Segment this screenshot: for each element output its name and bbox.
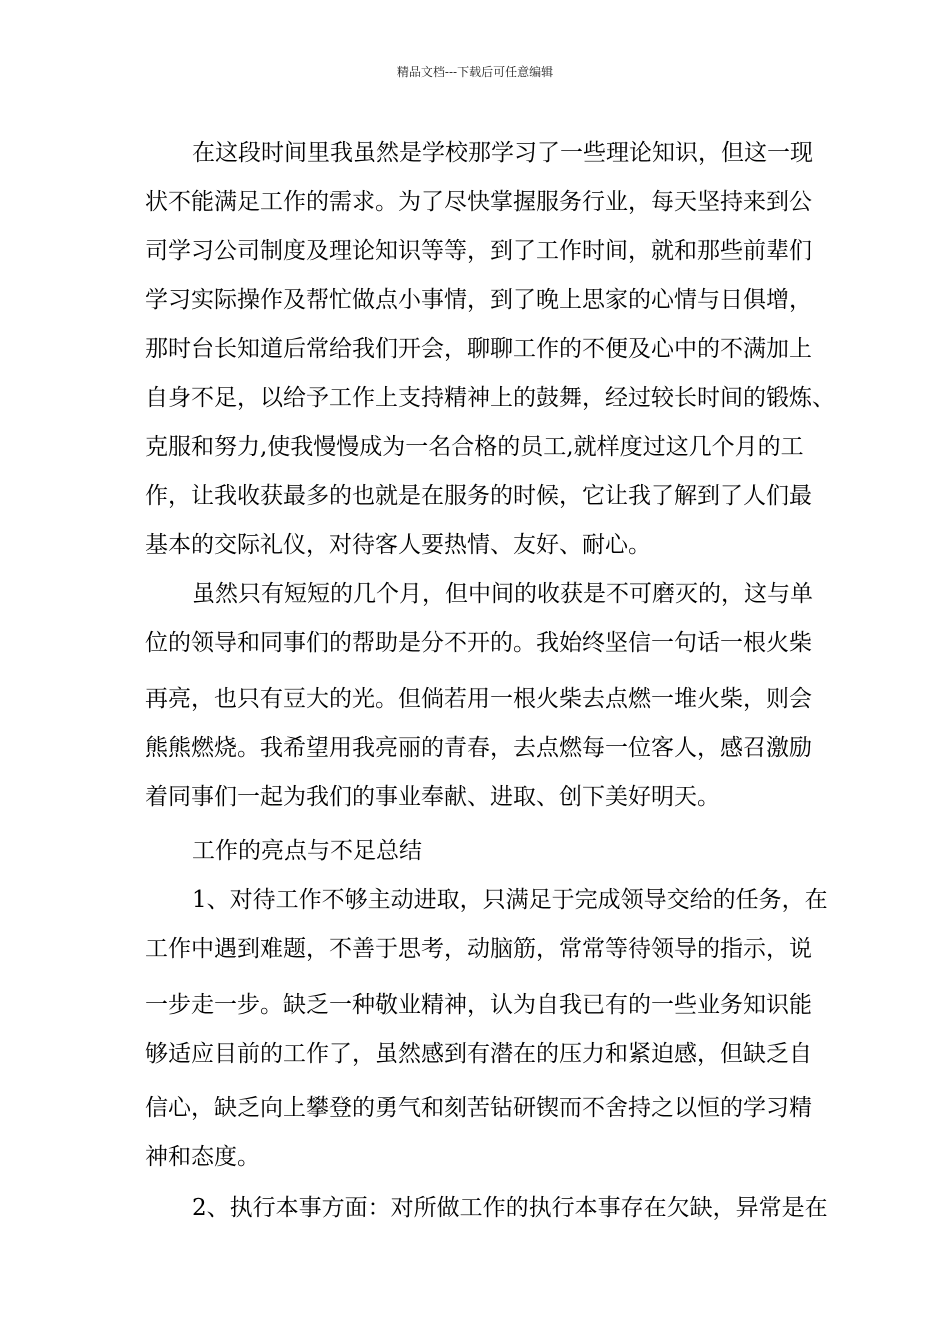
text-line: 自身不足，以给予工作上支持精神上的鼓舞，经过较长时间的锻炼、 bbox=[145, 385, 835, 411]
text-line: 够适应目前的工作了，虽然感到有潜在的压力和紧迫感，但缺乏自 bbox=[145, 1041, 812, 1067]
text-line: 熊熊燃烧。我希望用我亮丽的青春，去点燃每一位客人，感召激励 bbox=[145, 735, 812, 761]
text-line: 神和态度。 bbox=[145, 1144, 260, 1170]
text-line: 再亮，也只有豆大的光。但倘若用一根火柴去点燃一堆火柴，则会 bbox=[145, 686, 812, 712]
text-line: 位的领导和同事们的帮助是分不开的。我始终坚信一句话一根火柴 bbox=[145, 630, 812, 656]
text-line: 基本的交际礼仪，对待客人要热情、友好、耐心。 bbox=[145, 532, 651, 558]
text-line: 学习实际操作及帮忙做点小事情，到了晚上思家的心情与日俱增， bbox=[145, 287, 812, 313]
text-line: 在这段时间里我虽然是学校那学习了一些理论知识，但这一现 bbox=[192, 140, 813, 166]
text-line: 工作中遇到难题，不善于思考，动脑筋，常常等待领导的指示，说 bbox=[145, 936, 812, 962]
text-line: 作，让我收获最多的也就是在服务的时候，它让我了解到了人们最 bbox=[145, 483, 812, 509]
text-line: 那时台长知道后常给我们开会，聊聊工作的不便及心中的不满加上 bbox=[145, 336, 812, 362]
text-line: 司学习公司制度及理论知识等等，到了工作时间，就和那些前辈们 bbox=[145, 238, 812, 264]
text-line: 克服和努力,使我慢慢成为一名合格的员工,就样度过这几个月的工 bbox=[145, 434, 804, 460]
text-line: 一步走一步。缺乏一种敬业精神，认为自我已有的一些业务知识能 bbox=[145, 992, 812, 1018]
text-line: 信心，缺乏向上攀登的勇气和刻苦钻研锲而不舍持之以恒的学习精 bbox=[145, 1095, 812, 1121]
text-line: 状不能满足工作的需求。为了尽快掌握服务行业，每天坚持来到公 bbox=[145, 189, 812, 215]
text-line: 2、执行本事方面：对所做工作的执行本事存在欠缺，异常是在 bbox=[192, 1195, 828, 1221]
text-line: 工作的亮点与不足总结 bbox=[192, 838, 422, 864]
text-line: 虽然只有短短的几个月，但中间的收获是不可磨灭的，这与单 bbox=[192, 581, 813, 607]
page-header: 精品文档---下载后可任意编辑 bbox=[396, 65, 554, 79]
text-line: 着同事们一起为我们的事业奉献、进取、创下美好明天。 bbox=[145, 784, 720, 810]
text-line: 1、对待工作不够主动进取，只满足于完成领导交给的任务，在 bbox=[192, 887, 828, 913]
